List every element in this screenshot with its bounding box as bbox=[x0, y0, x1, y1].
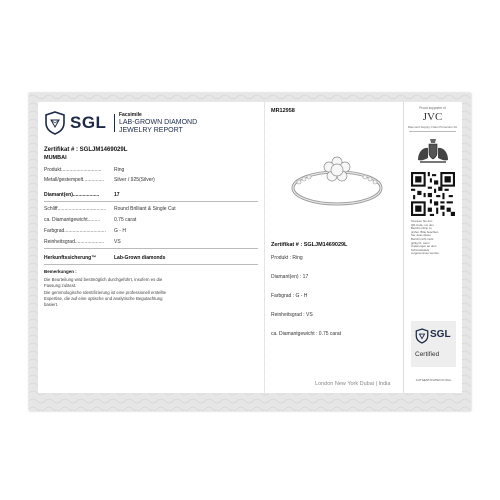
coat-of-arms-icon bbox=[414, 138, 452, 166]
jvc-logo: JVC bbox=[422, 111, 443, 123]
diamond-count-row: Diamant(en) : 17 bbox=[271, 274, 309, 280]
row-value: Round Brilliant & Single Cut bbox=[114, 206, 176, 212]
certified-badge bbox=[411, 321, 456, 367]
clarity-row bbox=[44, 239, 121, 245]
left-panel bbox=[38, 102, 264, 393]
remarks-line: Die Beurteilung wird bestmöglich durchgeführt, insofern es die bbox=[44, 277, 163, 282]
badge-brand: SGL bbox=[430, 329, 451, 340]
row-value: 17 bbox=[114, 192, 120, 198]
logo-brand: SGL bbox=[70, 113, 107, 132]
divider bbox=[44, 201, 258, 202]
qr-note-line: Scannen Sie den bbox=[411, 219, 433, 223]
row-label: Diamant(en)................... bbox=[44, 192, 100, 198]
remarks-title: Bemerkungen : bbox=[44, 269, 77, 274]
certificate-card bbox=[29, 93, 471, 411]
city: MUMBAI bbox=[44, 155, 67, 161]
qr-note-line: prüfen. Bitte beachten bbox=[411, 229, 439, 234]
ring-image-icon bbox=[279, 124, 389, 234]
row-label: Schliff................................... bbox=[44, 206, 107, 212]
product-row: Produkt : Ring bbox=[271, 255, 303, 261]
facsimile-label: Facsimile bbox=[119, 112, 142, 118]
divider bbox=[44, 248, 258, 249]
diamond-count-row bbox=[44, 192, 120, 198]
row-label: Produkt............................. bbox=[44, 167, 102, 173]
origin-value: Lab-Grown diamonds bbox=[114, 255, 166, 261]
divider bbox=[409, 131, 456, 132]
certificate-number: Zertifikat # : SGLJM1469029L bbox=[271, 242, 348, 248]
qr-note-line: vorgenommen wurden. bbox=[411, 251, 440, 256]
row-value: G - H bbox=[114, 228, 126, 234]
row-label: Reinheitsgrad..................... bbox=[44, 239, 105, 245]
remarks-line: basiert. bbox=[44, 302, 59, 307]
row-label: ca. Diamantgewicht......... bbox=[44, 217, 101, 223]
right-panel bbox=[265, 102, 462, 393]
qr-note-line: Sie, dass dieser bbox=[411, 233, 431, 238]
divider bbox=[44, 264, 258, 265]
row-value: Silver / 925(Silver) bbox=[114, 177, 155, 183]
origin-label: Herkunftssicherung™ bbox=[44, 255, 97, 261]
supplier-top: Proud supporter of bbox=[419, 106, 446, 110]
certificate-number: Zertifikat # : SGLJM1469029L bbox=[44, 147, 128, 153]
supplier-bottom: Diamond Supply Chain Protection Kit bbox=[407, 125, 458, 129]
product-row bbox=[44, 167, 124, 173]
row-value: Ring bbox=[114, 167, 125, 173]
color-grade-row bbox=[44, 228, 126, 234]
weight-row: ca. Diamantgewicht : 0.75 carat bbox=[271, 331, 342, 337]
row-value: 0.75 carat bbox=[114, 217, 137, 223]
qr-note-line: Bericht online zu bbox=[411, 226, 432, 231]
qr-code-icon[interactable] bbox=[411, 172, 455, 216]
row-label: Farbgrad.............................. bbox=[44, 228, 106, 234]
logo-divider bbox=[114, 114, 115, 132]
row-value: VS bbox=[114, 239, 121, 245]
sgl-shield-small-icon bbox=[415, 328, 429, 344]
qr-note-line: Schmuckstück bbox=[411, 247, 430, 252]
clarity-row: Reinheitsgrad : VS bbox=[271, 312, 313, 318]
authenticated-label: AUTHENTICATED IN SGL bbox=[415, 378, 452, 382]
remarks-line: Expertise, die auf eine optische und analytische Begutachtung bbox=[44, 296, 163, 301]
qr-note-line: QR-Code, um den bbox=[411, 222, 434, 227]
locations-footer: London New York Dubai | India bbox=[315, 381, 391, 387]
logo-line1: LAB-GROWN DIAMOND bbox=[119, 119, 198, 126]
sgl-shield-logo-icon bbox=[44, 111, 66, 135]
item-code: MR12958 bbox=[271, 108, 295, 114]
color-grade-row: Farbgrad : G - H bbox=[271, 293, 308, 299]
logo-line2: JEWELRY REPORT bbox=[119, 127, 183, 134]
qr-note-line: Änderungen an dem bbox=[411, 244, 437, 249]
qr-note-line: Bericht nicht mehr bbox=[411, 236, 434, 241]
row-label: Metall/gestempelt............... bbox=[44, 177, 105, 183]
remarks-line: Die gemmologische Identifizierung ist eine professionell erstellte bbox=[44, 290, 167, 295]
metal-row bbox=[44, 177, 155, 183]
qr-note bbox=[411, 220, 440, 256]
origin-row bbox=[44, 255, 165, 261]
qr-note-line: gültig ist, wenn bbox=[411, 240, 430, 245]
weight-row bbox=[44, 217, 136, 223]
remarks-line: Fassung zulässt. bbox=[44, 283, 77, 288]
badge-text: Certified bbox=[415, 351, 440, 358]
cut-row bbox=[44, 206, 176, 212]
